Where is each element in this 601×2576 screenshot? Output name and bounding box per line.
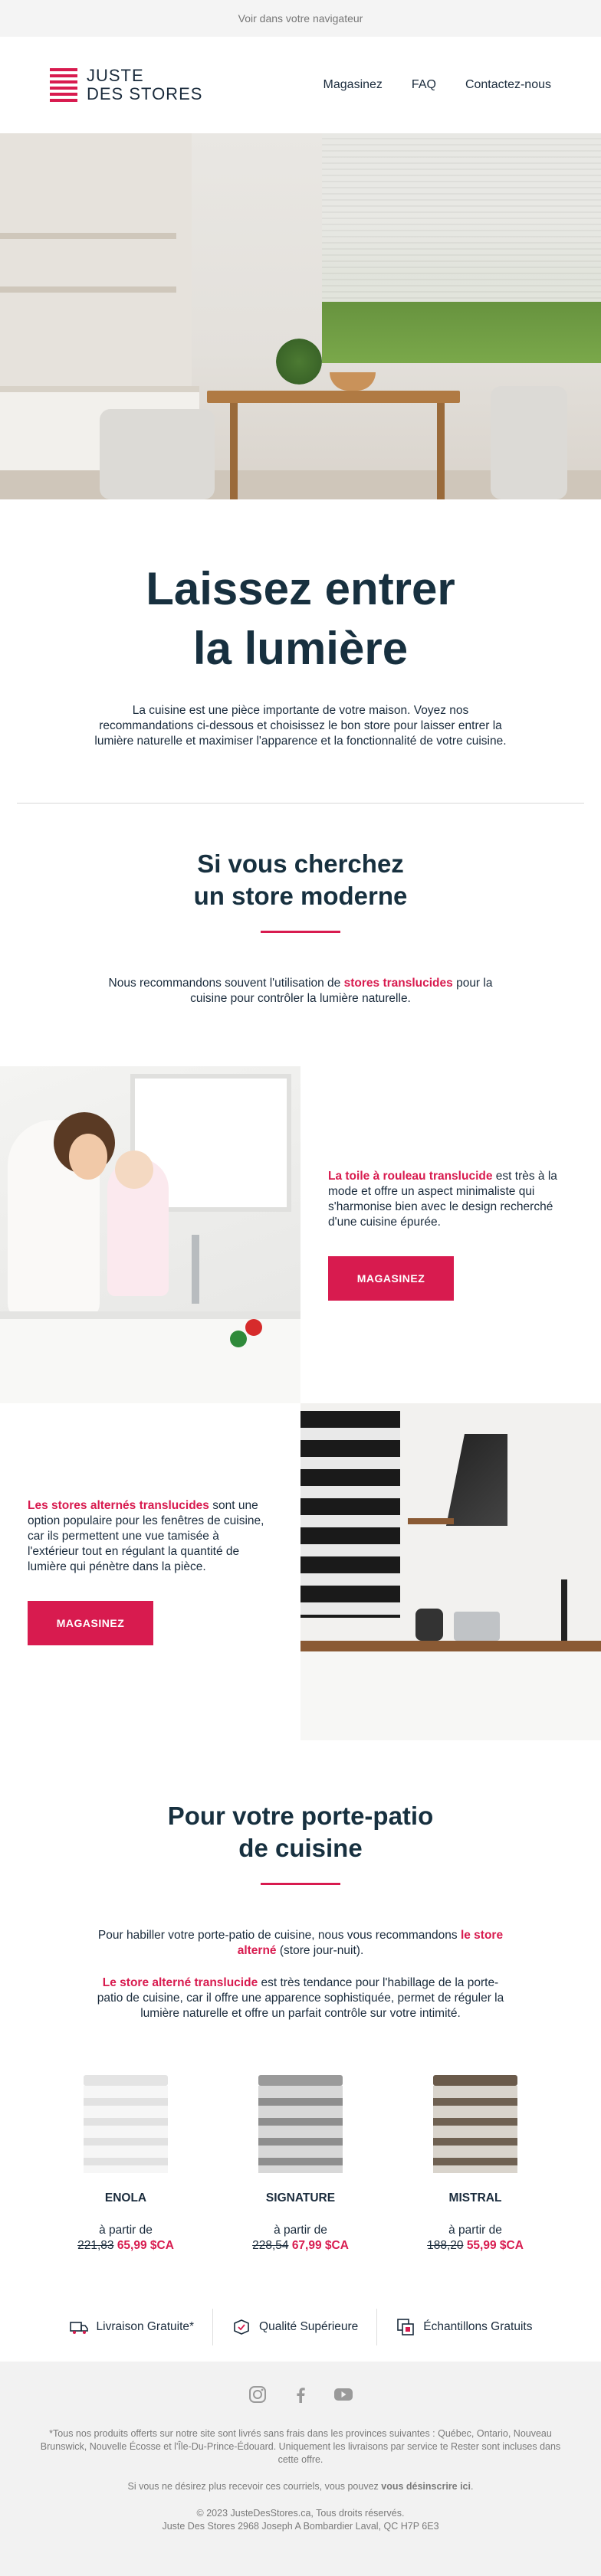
product-image[interactable] [258,2075,343,2173]
footer-disclaimer: *Tous nos produits offerts sur notre site sont livrés sans frais dans les provinces suivantes : Québec, Ontario, Nouveau Brunswick, Nouvelle Écosse et l'Île-Du-Prince-Édouard. Uniquement les livraisons par service te Rester sont incluses dans cette offre. [40,2428,561,2465]
feature-quality: Qualité Supérieure [213,2309,377,2345]
features-bar [0,2291,601,2362]
translucent-alternating-link[interactable]: Le store alterné translucide [102,1976,258,1989]
footer-copyright: © 2023 JusteDesStores.ca, Tous droits réservés. Juste Des Stores 2968 Joseph A Bombardier Laval, QC H7P 6E3 [162,2508,439,2532]
roller-description: La toile à rouleau translucide est très à la mode et offre un aspect minimaliste qui s'harmonise bien avec le design recherché d'une cuisine épurée. [328,1170,557,1229]
footer-address: Juste Des Stores 2968 Joseph A Bombardier Laval, QC H7P 6E3 [162,2521,439,2532]
youtube-icon[interactable] [333,2385,353,2404]
product-card[interactable] [228,2075,373,2253]
intro-body: La cuisine est une pièce importante de votre maison. Voyez nos recommandations ci-dessous et choisissez le bon store pour laisser entrer la lumière naturelle et maximiser l'apparence et la fonctionnalité de votre cuisine. [94,704,507,748]
main-nav [323,78,551,92]
modern-section [0,804,601,1066]
intro-title: Laissez entrer la lumière [146,563,455,674]
product-list [0,2060,601,2291]
modern-title: Si vous cherchez un store moderne [193,849,408,910]
patio-section [0,1740,601,2060]
accent-line [261,1883,340,1885]
feature-roller [0,1066,601,1403]
facebook-icon[interactable] [291,2385,310,2404]
feature-samples: Échantillons Gratuits [377,2309,550,2345]
product-price: 188,20 55,99 $CA [427,2239,524,2252]
product-from: à partir de [448,2224,502,2237]
accent-line [261,931,340,933]
product-price: 228,54 67,99 $CA [252,2239,349,2252]
samples-icon [396,2317,415,2337]
view-in-browser-link[interactable]: Voir dans votre navigateur [238,12,363,25]
product-name[interactable]: MISTRAL [448,2191,502,2204]
shop-alternating-button[interactable]: MAGASINEZ [28,1601,153,1645]
product-name[interactable]: ENOLA [104,2191,147,2204]
kitchen-zebra-blind-image [300,1403,601,1740]
intro-section [0,499,601,803]
nav-contact[interactable]: Contactez-nous [465,78,551,91]
product-card[interactable] [53,2075,199,2253]
product-price: 221,83 65,99 $CA [77,2239,174,2252]
mother-child-sink-image [0,1066,300,1403]
feature-alternating [0,1403,601,1740]
product-name[interactable]: SIGNATURE [265,2191,336,2204]
truck-icon [69,2317,89,2337]
roller-link[interactable]: La toile à rouleau translucide [328,1170,493,1183]
instagram-icon[interactable] [248,2385,268,2404]
patio-title: Pour votre porte-patio de cuisine [167,1802,434,1862]
social-links [0,2385,601,2404]
translucent-blinds-link[interactable]: stores translucides [343,977,453,990]
logo-stripes-icon [50,68,77,102]
logo-text: JUSTE DES STORES [87,66,203,103]
product-image[interactable] [433,2075,517,2173]
view-in-browser-bar [0,0,601,37]
feature-free-shipping: Livraison Gratuite* [51,2309,214,2345]
nav-magasinez[interactable]: Magasinez [323,78,383,91]
quality-icon [232,2317,251,2337]
nav-faq[interactable]: FAQ [411,78,436,91]
product-from: à partir de [274,2224,327,2237]
footer [0,2362,601,2576]
product-from: à partir de [99,2224,153,2237]
patio-body-1: Pour habiller votre porte-patio de cuisine, nous vous recommandons le store alterné (store jour-nuit). [97,1929,504,1957]
patio-body-2: Le store alterné translucide est très tendance pour l'habillage de la porte-patio de cuisine, car il offre une apparence sophistiquée, permet de réguler la lumière naturelle et offre un parfait contrôle sur votre intimité. [97,1976,504,2020]
header [0,37,601,133]
logo[interactable] [50,67,202,103]
hero-kitchen-image[interactable] [0,133,601,499]
unsubscribe-link[interactable]: vous désinscrire ici [381,2481,471,2492]
alternating-description: Les stores alternés translucides sont une option populaire pour les fenêtres de cuisine, car ils permettent une vue tamisée à l'extérieur tout en régulant la quantité de lumière qui pénètre dans la pièce. [28,1499,264,1573]
product-card[interactable] [402,2075,548,2253]
product-image[interactable] [84,2075,168,2173]
footer-unsubscribe: Si vous ne désirez plus recevoir ces courriels, vous pouvez vous désinscrire ici. [127,2481,474,2492]
alternating-link[interactable]: Les stores alternés translucides [28,1499,209,1512]
shop-roller-button[interactable]: MAGASINEZ [328,1256,454,1301]
modern-body: Nous recommandons souvent l'utilisation de stores translucides pour la cuisine pour contrôler la lumière naturelle. [108,977,493,1005]
alternating-blind-link[interactable]: le store alterné [237,1929,504,1957]
